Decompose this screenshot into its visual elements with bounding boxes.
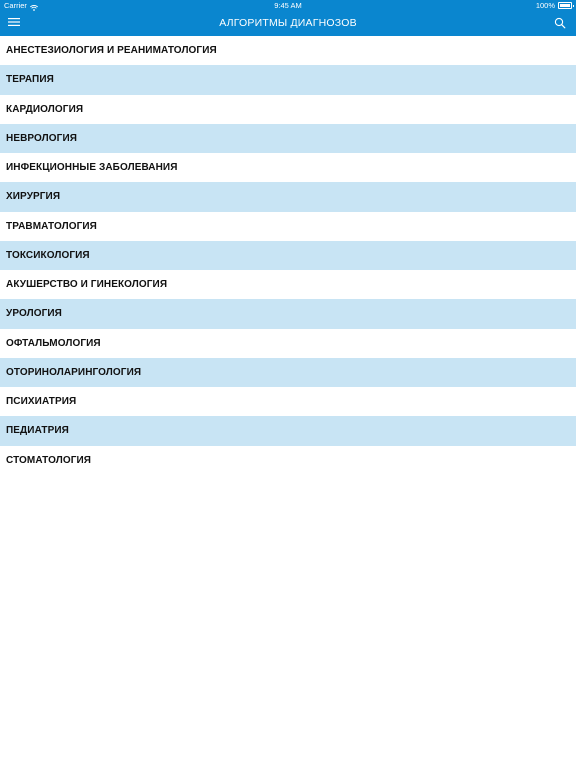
list-item-label: ПЕДИАТРИЯ	[6, 425, 69, 437]
list-item-psychiatry[interactable]	[0, 387, 576, 416]
battery-icon	[558, 2, 572, 9]
list-item-label: ОТОРИНОЛАРИНГОЛОГИЯ	[6, 366, 142, 378]
list-item-therapy[interactable]	[0, 65, 576, 94]
list-item-label: УРОЛОГИЯ	[6, 308, 62, 320]
top-bar	[0, 0, 576, 36]
list-item-label: АНЕСТЕЗИОЛОГИЯ И РЕАНИМАТОЛОГИЯ	[6, 45, 217, 57]
list-item-traumatology[interactable]	[0, 212, 576, 241]
list-item-label: СТОМАТОЛОГИЯ	[6, 454, 92, 466]
list-item-otorhinolaryngology[interactable]	[0, 358, 576, 387]
list-item-toxicology[interactable]	[0, 241, 576, 270]
status-bar	[0, 0, 576, 11]
list-item-label: ПСИХИАТРИЯ	[6, 396, 77, 408]
list-item-label: ОФТАЛЬМОЛОГИЯ	[6, 337, 101, 349]
page-title: АЛГОРИТМЫ ДИАГНОЗОВ	[219, 17, 357, 29]
battery-percent: 100%	[535, 1, 555, 10]
list-item-label: ТРАВМАТОЛОГИЯ	[6, 220, 97, 232]
category-list	[0, 36, 576, 475]
list-item-dentistry[interactable]	[0, 446, 576, 475]
status-battery-group	[536, 0, 572, 11]
list-item-pediatrics[interactable]	[0, 416, 576, 445]
list-item-infectious-diseases[interactable]	[0, 153, 576, 182]
list-item-label: ИНФЕКЦИОННЫЕ ЗАБОЛЕВАНИЯ	[6, 162, 178, 174]
list-item-label: АКУШЕРСТВО И ГИНЕКОЛОГИЯ	[6, 279, 168, 291]
list-item-label: НЕВРОЛОГИЯ	[6, 132, 78, 144]
list-item-anesthesiology[interactable]	[0, 36, 576, 65]
search-icon	[554, 17, 566, 29]
list-item-cardiology[interactable]	[0, 95, 576, 124]
status-time: 9:45 AM	[274, 1, 302, 10]
navigation-bar	[0, 11, 576, 36]
list-item-label: ХИРУРГИЯ	[6, 191, 61, 203]
list-item-label: ТОКСИКОЛОГИЯ	[6, 249, 90, 261]
list-item-neurology[interactable]	[0, 124, 576, 153]
list-item-ophthalmology[interactable]	[0, 329, 576, 358]
list-item-surgery[interactable]	[0, 182, 576, 211]
carrier-label: Carrier	[4, 1, 27, 10]
list-item-label: ТЕРАПИЯ	[6, 74, 54, 86]
search-button[interactable]	[554, 17, 566, 29]
list-item-obstetrics-gynecology[interactable]	[0, 270, 576, 299]
list-item-urology[interactable]	[0, 299, 576, 328]
list-item-label: КАРДИОЛОГИЯ	[6, 103, 84, 115]
